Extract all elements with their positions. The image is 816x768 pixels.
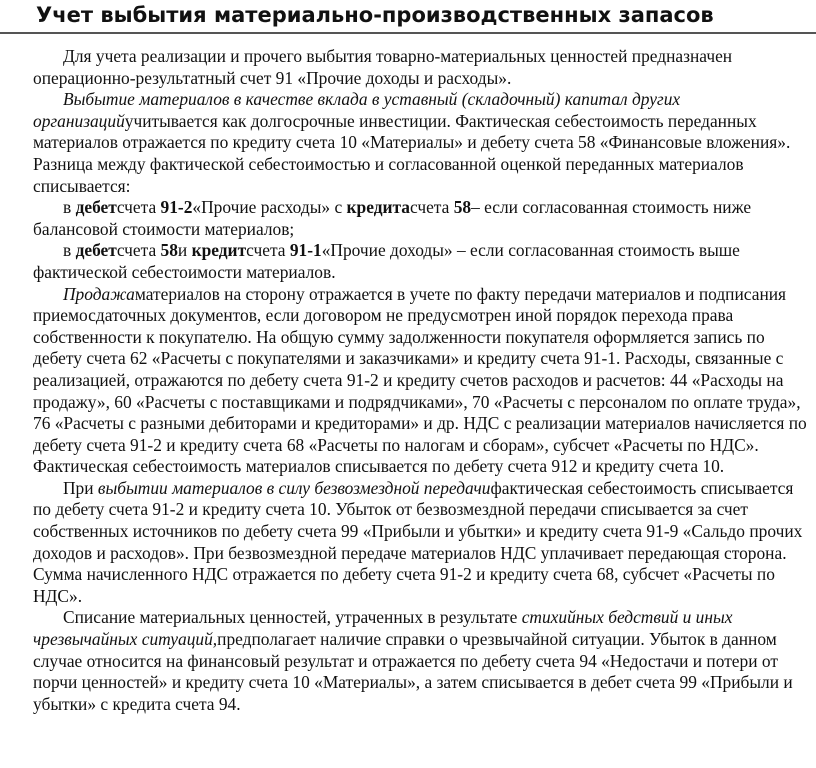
paragraph-debit-income: [33, 240, 809, 283]
page-title: Учет выбытия материально-производственных запасов: [36, 3, 714, 27]
bold-account: 91-1: [289, 240, 322, 261]
bold-term: дебет: [75, 240, 117, 261]
text-fragment: в: [63, 197, 76, 218]
paragraph-sale: [33, 284, 809, 478]
paragraph-free-transfer: [33, 478, 809, 608]
paragraph-text: материалов на сторону отражается в учете по факту передачи материалов и подписания приемосдаточных документов, если договором не предусмотрен иной порядок перехода права собственности к покупателю. На общую сумму задолженности покупателя оформляется запись по дебету счета 62 «Расчеты с покупателями и заказчиками» и кредиту счета 91-1. Расходы, связанные с реализацией, отражаются по дебету счета 91-2 и кредиту счетов расходов и расчетов: 44 «Расходы на продажу», 60 «Расчеты с поставщиками и подрядчиками», 70 «Расчеты с персоналом по оплате труда», 76 «Расчеты с разными дебиторами и кредиторами» и др. НДС с реализации материалов начисляется по дебету счета 91-2 и кредиту счета 68 «Расчеты по налогам и сборам», субсчет «Расчеты по НДС». Фактическая себестоимость материалов списывается по дебету счета 912 и кредиту счета 10.: [33, 283, 807, 477]
italic-term: Выбытие материалов в качестве вклада в уставный (складочный) капитал других организаций: [33, 89, 681, 131]
text-fragment: – если согласованная стоимость ниже балансовой стоимости материалов;: [33, 197, 752, 239]
paragraph-text: учитывается как долгосрочные инвестиции. Фактическая себестоимость переданных материалов отражается по кредиту счета 10 «Материалы» и дебету счета 58 «Финансовые вложения». Разница между фактической себестоимостью и согласованной оценкой переданных материалов списывается:: [33, 110, 791, 196]
document-body: [33, 46, 809, 715]
paragraph-intro: Для учета реализации и прочего выбытия товарно-материальных ценностей предназначен операционно-результатный счет 91 «Прочие доходы и расходы».: [33, 46, 733, 88]
text-fragment: счета: [246, 240, 290, 261]
italic-term: Продажа: [63, 283, 135, 304]
bold-term: кредит: [191, 240, 247, 261]
italic-term: выбытии материалов в силу безвозмездной передачи: [97, 477, 491, 498]
bold-account: 58: [160, 240, 178, 261]
paragraph-text: фактическая себестоимость списывается по дебету счета 91-2 и кредиту счета 10. Убыток от безвозмездной передачи списывается за счет собственных источников по дебету счета 99 «Прибыли и убытки» и кредиту счета 91-9 «Сальдо прочих доходов и расходов». При безвозмездной передаче материалов НДС уплачивает передающая сторона. Сумма начисленного НДС отражается по дебету счета 91-2 и кредиту счета 68, субсчет «Расчеты по НДС».: [33, 477, 803, 606]
text-fragment: и: [177, 240, 192, 261]
text-fragment: в: [63, 240, 76, 261]
paragraph-text: предполагает наличие справки о чрезвычайной ситуации. Убыток в данном случае относится на финансовый результат и отражается по дебету счета 94 «Недостачи и потери от порчи ценностей» и кредиту счета 10 «Материалы», а затем списывается в дебет счета 99 «Прибыли и убытки» с кредита счета 94.: [33, 629, 793, 714]
paragraph-contribution: [33, 89, 809, 197]
text-fragment: счета: [116, 197, 161, 218]
bold-account: 91-2: [160, 197, 193, 218]
text-fragment: При: [63, 477, 98, 498]
text-fragment: счета: [116, 240, 161, 261]
text-fragment: Списание материальных ценностей, утраченных в результате: [63, 607, 522, 628]
bold-term: дебет: [75, 197, 117, 218]
title-bar: [0, 0, 816, 34]
italic-term: стихийных бедствий и иных чрезвычайных ситуаций,: [33, 607, 733, 650]
bold-term: кредита: [346, 197, 410, 218]
text-fragment: счета: [409, 197, 454, 218]
text-fragment: «Прочие доходы» – если согласованная стоимость выше фактической себестоимости материалов.: [33, 240, 740, 282]
bold-account: 58: [453, 197, 472, 218]
paragraph-debit-expense: [33, 197, 809, 240]
paragraph-disaster-loss: [33, 607, 809, 715]
text-fragment: «Прочие расходы» с: [192, 197, 347, 218]
